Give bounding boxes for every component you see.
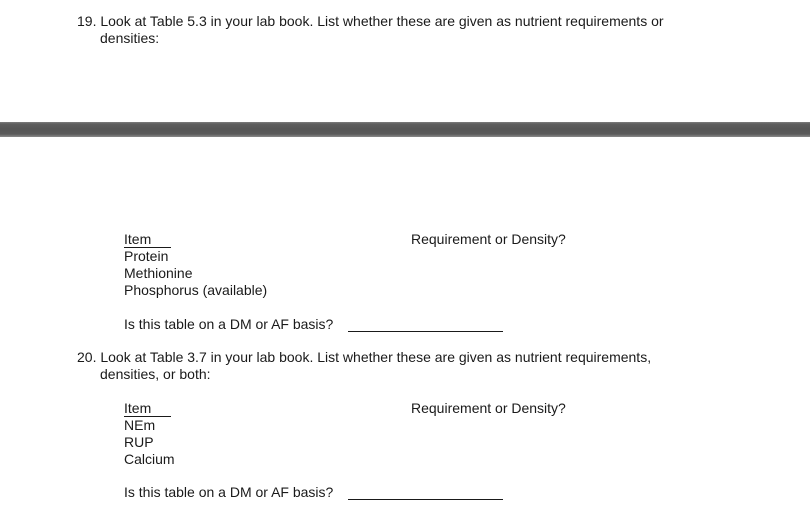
question-20-line1: 20. Look at Table 3.7 in your lab book. List whether these are given as nutrient requirements, bbox=[77, 349, 652, 365]
question-19-answer-blank[interactable] bbox=[348, 331, 503, 332]
question-19-item-header: Item bbox=[124, 231, 171, 248]
question-19-line2: densities: bbox=[100, 30, 160, 46]
question-20-prompt bbox=[77, 349, 717, 383]
question-20-basis-question: Is this table on a DM or AF basis? bbox=[124, 484, 334, 500]
question-20-column-header: Requirement or Density? bbox=[411, 400, 566, 416]
list-item: RUP bbox=[124, 434, 154, 450]
question-20-item-list bbox=[124, 400, 175, 468]
question-19-prompt bbox=[77, 13, 717, 47]
list-item: NEm bbox=[124, 417, 156, 433]
question-20-line2: densities, or both: bbox=[100, 366, 211, 382]
question-19-column-header: Requirement or Density? bbox=[411, 231, 566, 247]
list-item: Protein bbox=[124, 248, 169, 264]
list-item: Methionine bbox=[124, 265, 193, 281]
question-20-item-header: Item bbox=[124, 400, 171, 417]
question-19-item-list bbox=[124, 231, 267, 299]
list-item: Phosphorus (available) bbox=[124, 282, 268, 298]
question-19-line1: 19. Look at Table 5.3 in your lab book. List whether these are given as nutrient requirements or bbox=[77, 13, 664, 29]
question-19-basis-question: Is this table on a DM or AF basis? bbox=[124, 316, 334, 332]
question-20-answer-blank[interactable] bbox=[348, 499, 503, 500]
list-item: Calcium bbox=[124, 451, 175, 467]
page-divider bbox=[0, 122, 810, 137]
